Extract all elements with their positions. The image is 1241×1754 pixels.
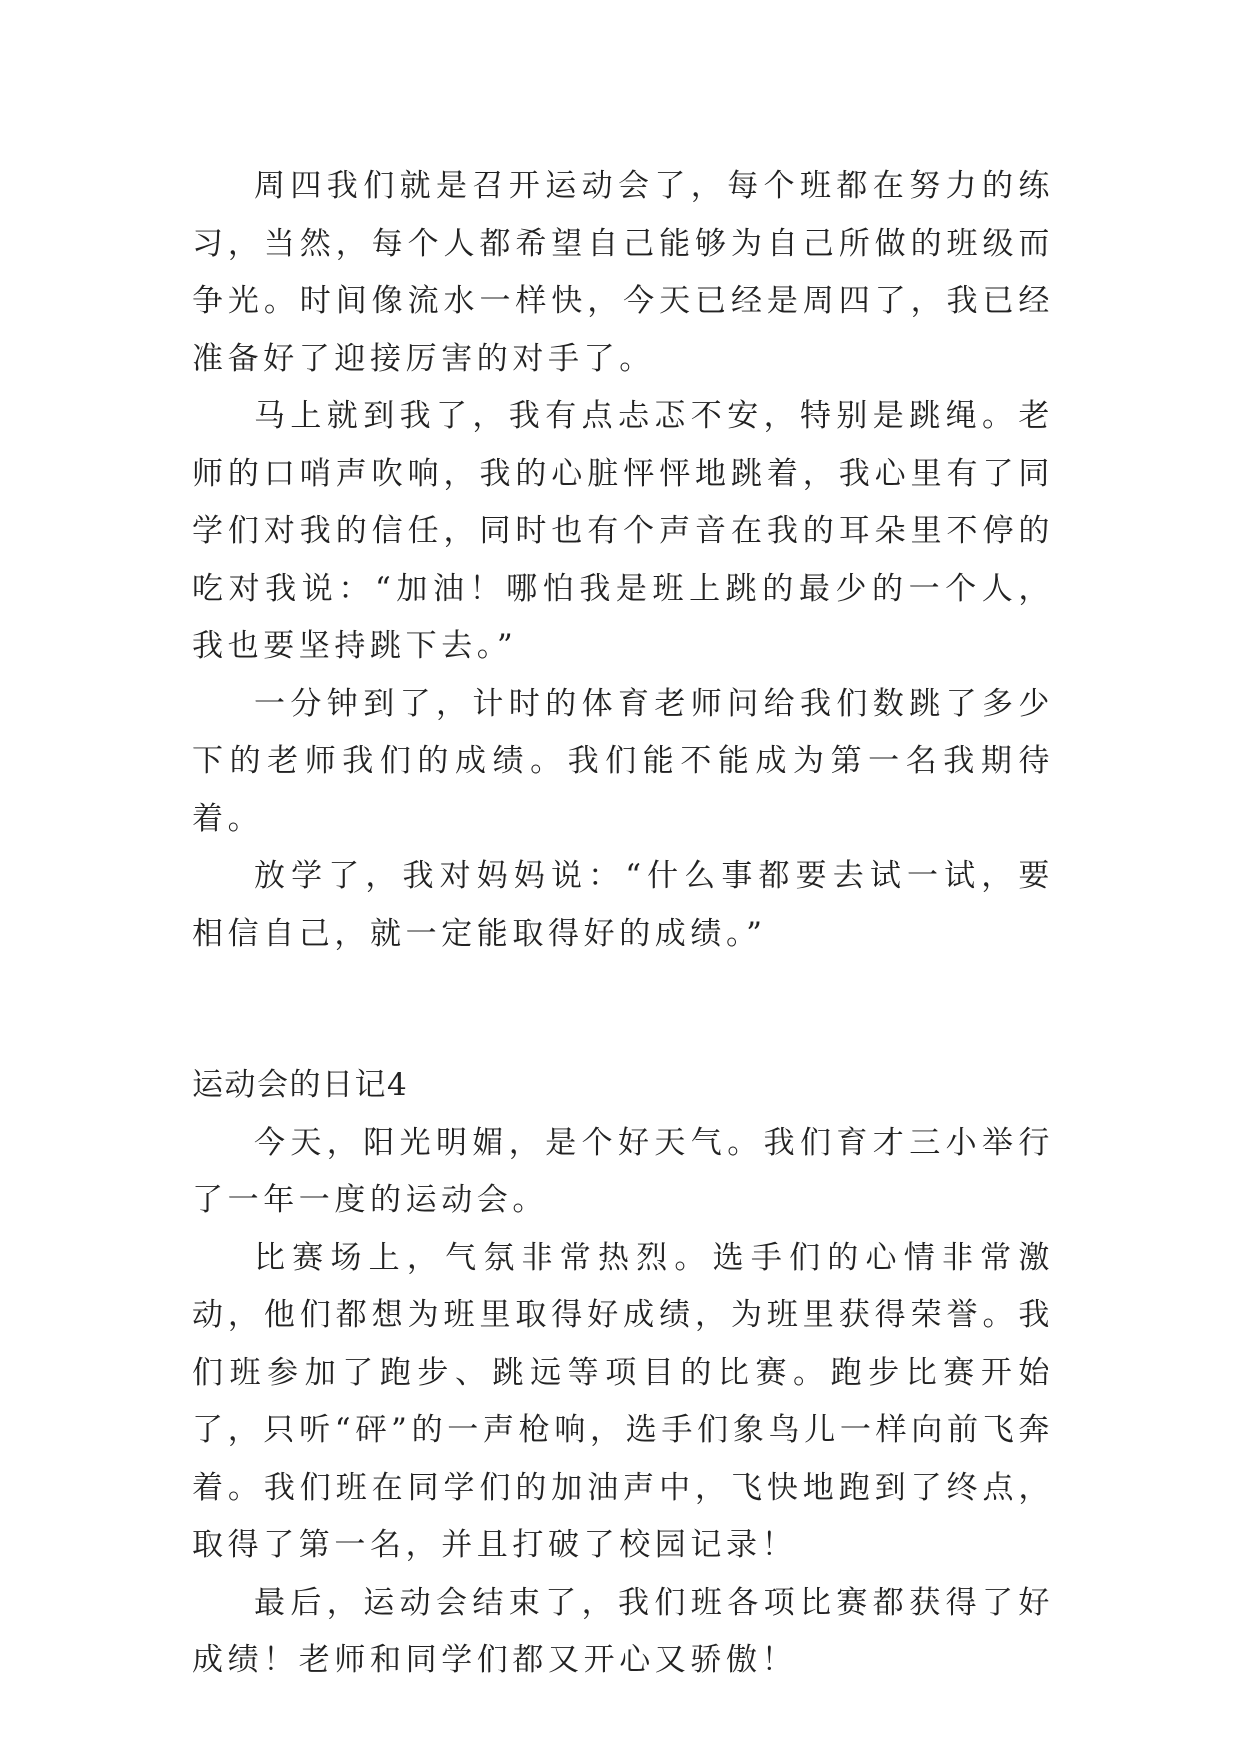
- paragraph: 周四我们就是召开运动会了，每个班都在努力的练习，当然，每个人都希望自己能够为自己所做的班级而争光。时间像流水一样快，今天已经是周四了，我已经准备好了迎接厉害的对手了。: [192, 168, 1054, 377]
- paragraph: 今天，阳光明媚，是个好天气。我们育才三小举行了一年一度的运动会。: [192, 1124, 1054, 1218]
- paragraph: 放学了，我对妈妈说：“什么事都要去试一试，要相信自己，就一定能取得好的成绩。”: [192, 858, 1054, 952]
- paragraph: 最后，运动会结束了，我们班各项比赛都获得了好成绩！老师和同学们都又开心又骄傲！: [192, 1584, 1054, 1678]
- document-body: [192, 158, 1054, 1690]
- paragraph: 比赛场上，气氛非常热烈。选手们的心情非常激动，他们都想为班里取得好成绩，为班里获得荣誉。我们班参加了跑步、跳远等项目的比赛。跑步比赛开始了，只听“砰”的一声枪响，选手们象鸟儿一样向前飞奔着。我们班在同学们的加油声中，飞快地跑到了终点，取得了第一名，并且打破了校园记录！: [192, 1239, 1054, 1563]
- paragraph: 一分钟到了，计时的体育老师问给我们数跳了多少下的老师我们的成绩。我们能不能成为第一名我期待着。: [192, 685, 1054, 837]
- paragraph: 马上就到我了，我有点忐忑不安，特别是跳绳。老师的口哨声吹响，我的心脏怦怦地跳着，我心里有了同学们对我的信任，同时也有个声音在我的耳朵里不停的吃对我说：“加油！哪怕我是班上跳的最少的一个人，我也要坚持跳下去。”: [192, 398, 1054, 664]
- diary-section: [192, 1057, 1054, 1690]
- section-title: 运动会的日记4: [192, 1067, 409, 1103]
